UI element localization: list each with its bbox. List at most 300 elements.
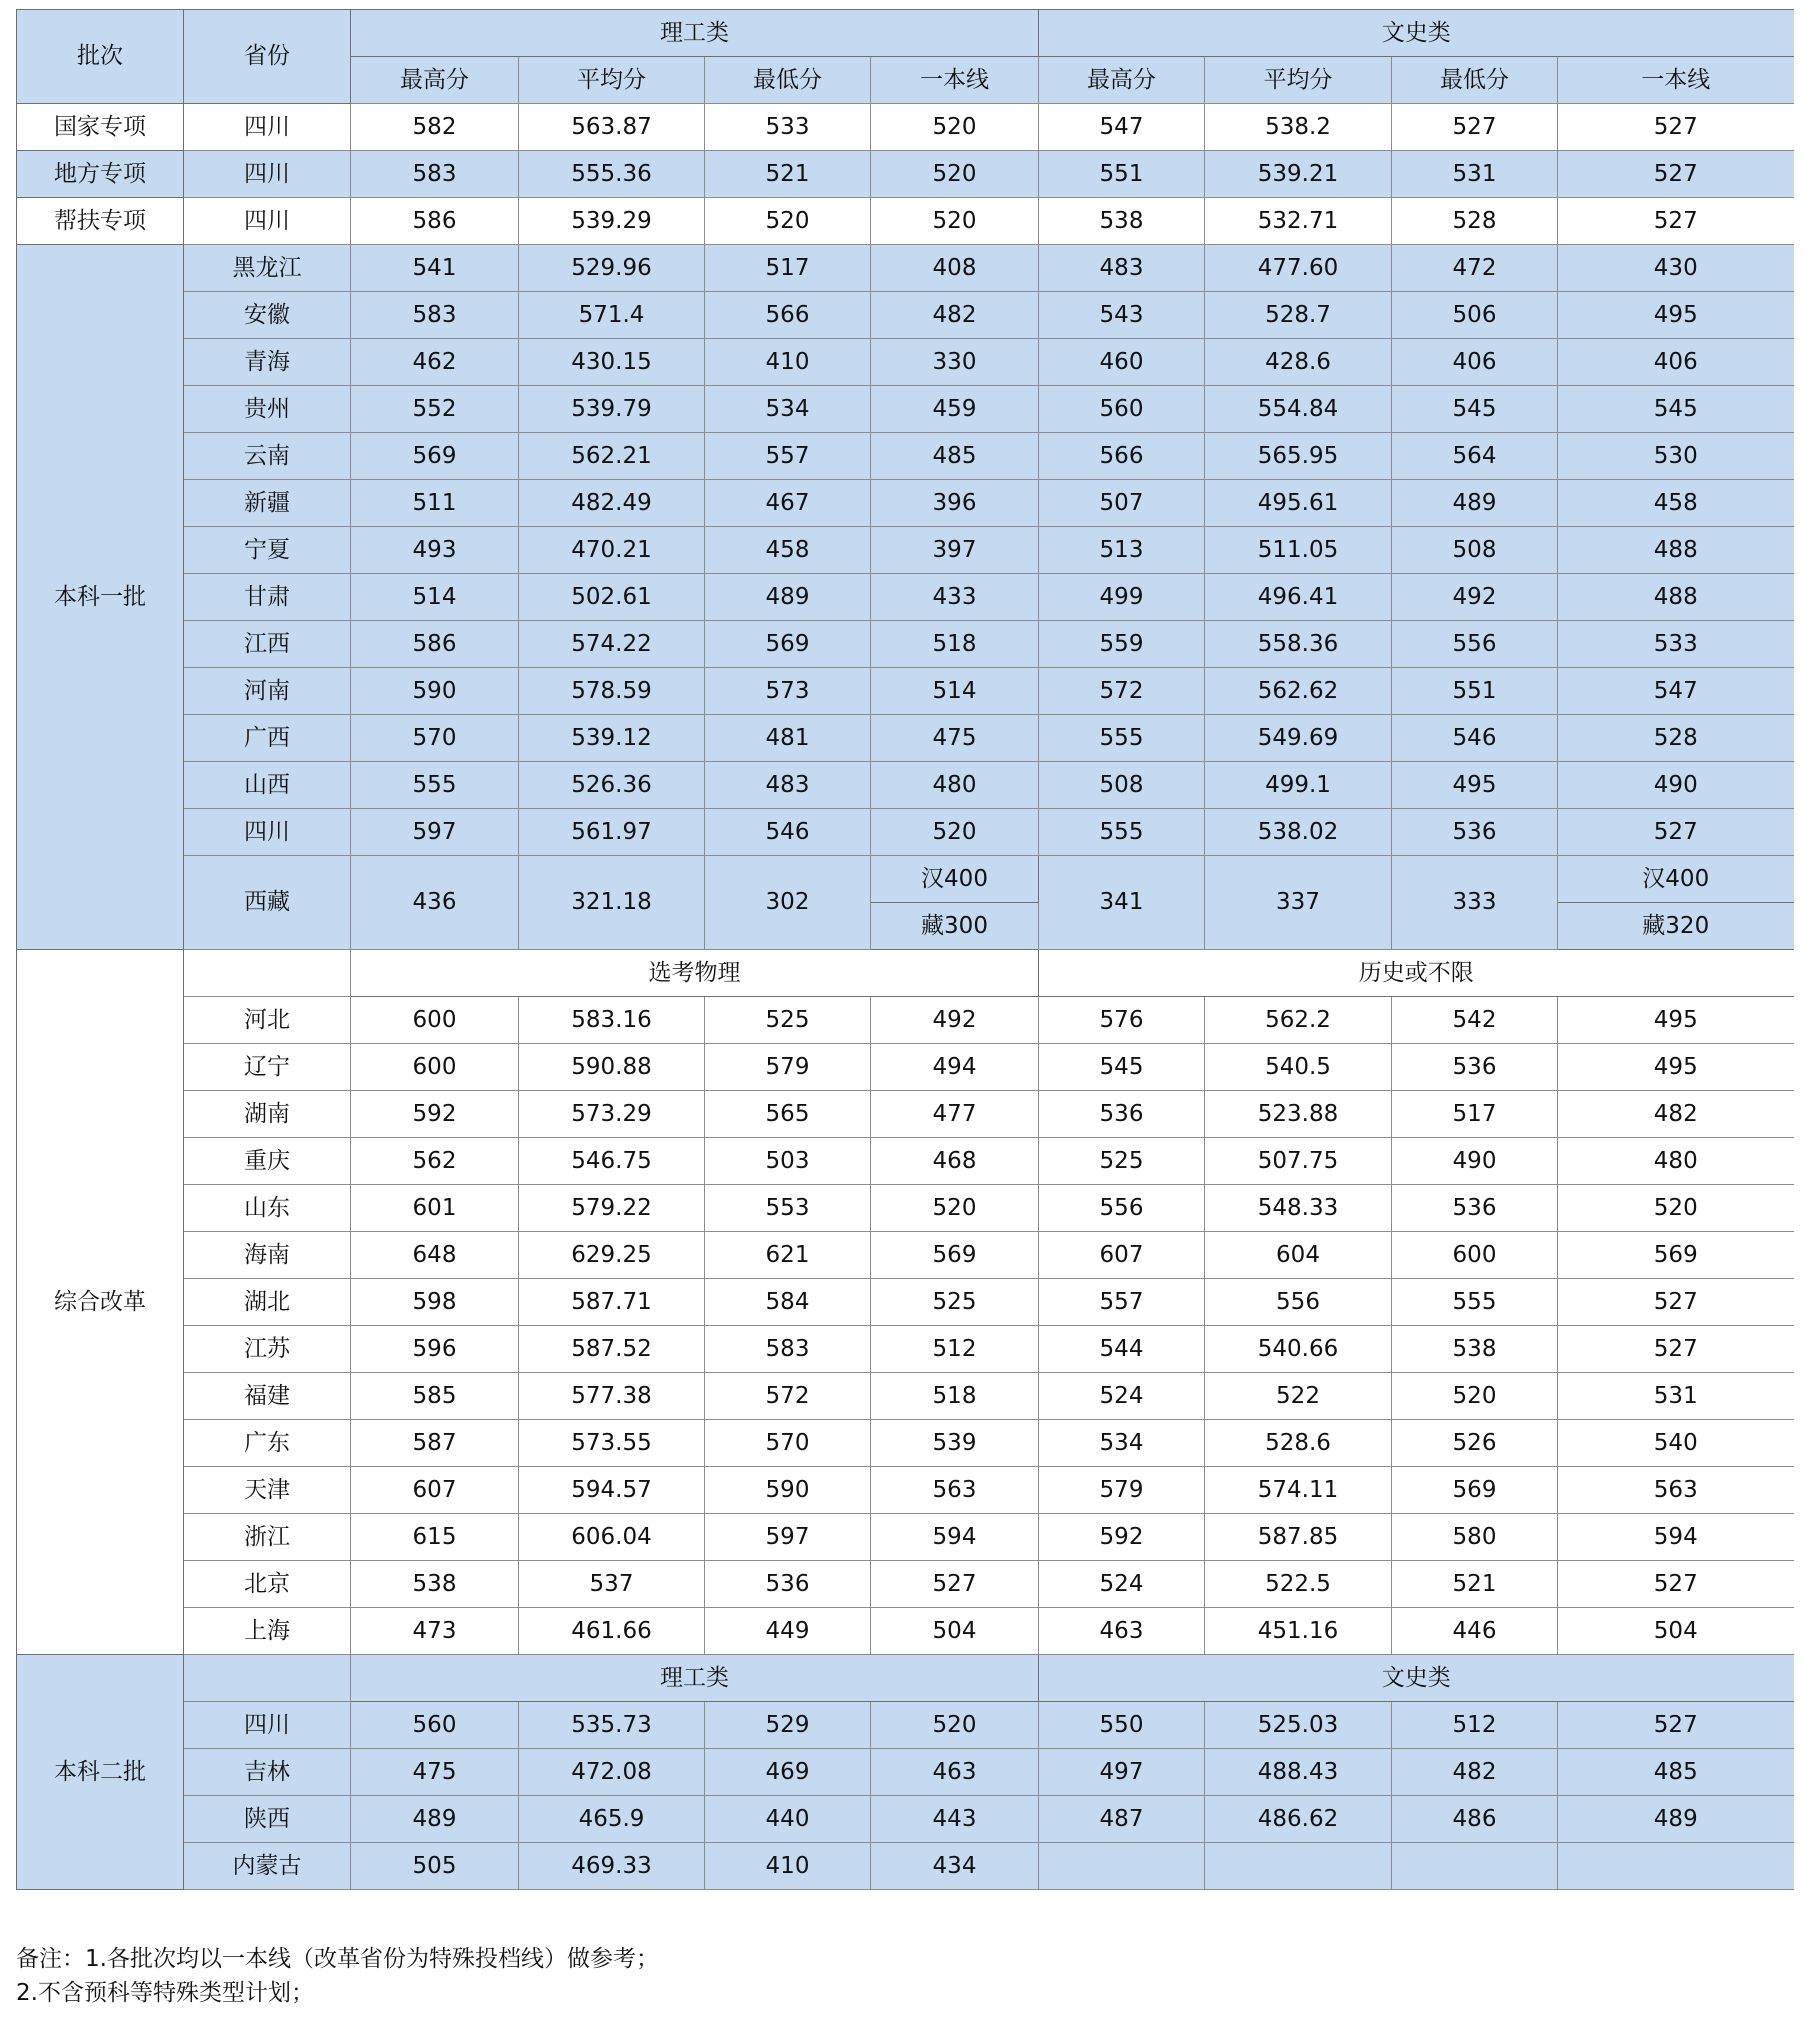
- cell-sci-max: 592: [351, 1091, 519, 1138]
- cell-arts-max: 508: [1039, 762, 1205, 809]
- table-row: [17, 1373, 1794, 1420]
- cell-arts-max: 545: [1039, 1044, 1205, 1091]
- cell-arts-line: 485: [1558, 1749, 1794, 1796]
- cell-arts-avg: 565.95: [1205, 433, 1392, 480]
- batch-cell: 帮扶专项: [17, 198, 184, 245]
- table-row: [17, 1138, 1794, 1185]
- cell-arts-line: 527: [1558, 1326, 1794, 1373]
- cell-sci-line: 480: [871, 762, 1039, 809]
- cell-arts-avg: 558.36: [1205, 621, 1392, 668]
- table-row: [17, 1796, 1794, 1843]
- cell-arts-min: 526: [1392, 1420, 1558, 1467]
- cell-sci-avg: 573.55: [519, 1420, 705, 1467]
- cell-arts-max: 538: [1039, 198, 1205, 245]
- footnotes: [16, 1942, 659, 2010]
- cell-arts-avg: 587.85: [1205, 1514, 1392, 1561]
- table-row: [17, 339, 1794, 386]
- cell-sci-line: 512: [871, 1326, 1039, 1373]
- cell-arts-line-han: 汉400: [1558, 856, 1794, 903]
- cell-arts-max: 487: [1039, 1796, 1205, 1843]
- cell-arts-avg: 507.75: [1205, 1138, 1392, 1185]
- province-cell: 山西: [184, 762, 351, 809]
- cell-arts-line: 545: [1558, 386, 1794, 433]
- batch-cell: 本科一批: [17, 245, 184, 950]
- cell-sci-line-han: 汉400: [871, 856, 1039, 903]
- cell-arts-max: 507: [1039, 480, 1205, 527]
- cell-sci-min: 553: [705, 1185, 871, 1232]
- cell-arts-avg: 562.62: [1205, 668, 1392, 715]
- cell-sci-avg: 461.66: [519, 1608, 705, 1655]
- header-province: 省份: [184, 10, 351, 104]
- cell-arts-line: 480: [1558, 1138, 1794, 1185]
- cell-arts-line: 488: [1558, 527, 1794, 574]
- cell-sci-avg: 539.79: [519, 386, 705, 433]
- cell-sci-line: 408: [871, 245, 1039, 292]
- table-row: [17, 198, 1794, 245]
- cell-sci-max: 538: [351, 1561, 519, 1608]
- cell-sci-avg: 546.75: [519, 1138, 705, 1185]
- subheader-row: [17, 1655, 1794, 1702]
- header-arts-line: 一本线: [1558, 57, 1794, 104]
- cell-arts-avg: 574.11: [1205, 1467, 1392, 1514]
- cell-sci-avg: 561.97: [519, 809, 705, 856]
- cell-sci-max: 473: [351, 1608, 519, 1655]
- table-row: [17, 1467, 1794, 1514]
- header-group-science: 理工类: [351, 10, 1039, 57]
- cell-sci-line: 468: [871, 1138, 1039, 1185]
- cell-sci-line: 520: [871, 1702, 1039, 1749]
- cell-arts-avg: 538.2: [1205, 104, 1392, 151]
- subheader-science: 理工类: [351, 1655, 1039, 1702]
- cell-arts-avg: 428.6: [1205, 339, 1392, 386]
- cell-sci-max: 569: [351, 433, 519, 480]
- province-cell: 宁夏: [184, 527, 351, 574]
- cell-arts-min: 521: [1392, 1561, 1558, 1608]
- cell-sci-avg: 577.38: [519, 1373, 705, 1420]
- cell-sci-line: 520: [871, 198, 1039, 245]
- header-batch: 批次: [17, 10, 184, 104]
- province-cell: 广西: [184, 715, 351, 762]
- cell-arts-line: 489: [1558, 1796, 1794, 1843]
- cell-arts-max: 547: [1039, 104, 1205, 151]
- cell-sci-line: 330: [871, 339, 1039, 386]
- header-sci-min: 最低分: [705, 57, 871, 104]
- cell-arts-line: 458: [1558, 480, 1794, 527]
- cell-sci-avg: 578.59: [519, 668, 705, 715]
- table-row: [17, 1420, 1794, 1467]
- cell-sci-line: 443: [871, 1796, 1039, 1843]
- table-row: [17, 151, 1794, 198]
- cell-sci-min: 584: [705, 1279, 871, 1326]
- table-row: [17, 1044, 1794, 1091]
- cell-arts-max: 572: [1039, 668, 1205, 715]
- cell-arts-min: 486: [1392, 1796, 1558, 1843]
- cell-arts-line: 527: [1558, 151, 1794, 198]
- cell-arts-min: 446: [1392, 1608, 1558, 1655]
- cell-sci-min: 458: [705, 527, 871, 574]
- cell-sci-min: 566: [705, 292, 871, 339]
- cell-arts-max: 560: [1039, 386, 1205, 433]
- cell-arts-min: 564: [1392, 433, 1558, 480]
- table-row: [17, 1843, 1794, 1890]
- cell-arts-max: 544: [1039, 1326, 1205, 1373]
- cell-arts-min: 482: [1392, 1749, 1558, 1796]
- cell-sci-avg: 539.29: [519, 198, 705, 245]
- province-cell: 西藏: [184, 856, 351, 950]
- cell-arts-line: 406: [1558, 339, 1794, 386]
- cell-sci-avg: 573.29: [519, 1091, 705, 1138]
- cell-arts-max: 543: [1039, 292, 1205, 339]
- cell-arts-min: 538: [1392, 1326, 1558, 1373]
- cell-arts-max: 483: [1039, 245, 1205, 292]
- cell-arts-min: 333: [1392, 856, 1558, 950]
- cell-sci-line: 539: [871, 1420, 1039, 1467]
- cell-arts-avg: 556: [1205, 1279, 1392, 1326]
- cell-arts-min: 536: [1392, 1044, 1558, 1091]
- cell-sci-max: 596: [351, 1326, 519, 1373]
- cell-arts-line: 527: [1558, 1702, 1794, 1749]
- table-row: [17, 1561, 1794, 1608]
- province-cell: 四川: [184, 104, 351, 151]
- table-row: [17, 1279, 1794, 1326]
- cell-sci-line: 434: [871, 1843, 1039, 1890]
- cell-arts-min: 490: [1392, 1138, 1558, 1185]
- batch-cell: 本科二批: [17, 1655, 184, 1890]
- cell-sci-max: 552: [351, 386, 519, 433]
- cell-arts-line: 540: [1558, 1420, 1794, 1467]
- cell-sci-max: 560: [351, 1702, 519, 1749]
- cell-arts-max: 460: [1039, 339, 1205, 386]
- cell-arts-line: 527: [1558, 809, 1794, 856]
- cell-sci-avg: 562.21: [519, 433, 705, 480]
- subheader-physics: 选考物理: [351, 950, 1039, 997]
- cell-arts-max: 499: [1039, 574, 1205, 621]
- cell-sci-max: 436: [351, 856, 519, 950]
- cell-sci-min: 583: [705, 1326, 871, 1373]
- cell-arts-line-zang: 藏320: [1558, 903, 1794, 950]
- province-cell: 四川: [184, 151, 351, 198]
- cell-arts-max: 579: [1039, 1467, 1205, 1514]
- cell-arts-line: [1558, 1843, 1794, 1890]
- cell-sci-min: 483: [705, 762, 871, 809]
- cell-arts-line: 528: [1558, 715, 1794, 762]
- footnote-1: 备注：1.各批次均以一本线（改革省份为特殊投档线）做参考；: [16, 1946, 659, 1972]
- cell-sci-max: 590: [351, 668, 519, 715]
- cell-sci-min: 302: [705, 856, 871, 950]
- cell-arts-min: 569: [1392, 1467, 1558, 1514]
- table-row: [17, 762, 1794, 809]
- cell-arts-min: 512: [1392, 1702, 1558, 1749]
- cell-sci-avg: 465.9: [519, 1796, 705, 1843]
- cell-arts-max: 559: [1039, 621, 1205, 668]
- cell-arts-line: 495: [1558, 292, 1794, 339]
- cell-sci-max: 615: [351, 1514, 519, 1561]
- cell-sci-max: 597: [351, 809, 519, 856]
- cell-sci-avg: 502.61: [519, 574, 705, 621]
- cell-arts-avg: 539.21: [1205, 151, 1392, 198]
- cell-sci-max: 587: [351, 1420, 519, 1467]
- cell-sci-min: 529: [705, 1702, 871, 1749]
- cell-arts-line: 495: [1558, 1044, 1794, 1091]
- header-group-arts: 文史类: [1039, 10, 1794, 57]
- cell-sci-max: 586: [351, 198, 519, 245]
- cell-sci-avg: 529.96: [519, 245, 705, 292]
- cell-sci-min: 557: [705, 433, 871, 480]
- cell-arts-min: 489: [1392, 480, 1558, 527]
- cell-arts-avg: [1205, 1843, 1392, 1890]
- cell-sci-min: 621: [705, 1232, 871, 1279]
- cell-arts-min: 551: [1392, 668, 1558, 715]
- cell-arts-min: 506: [1392, 292, 1558, 339]
- cell-arts-min: 556: [1392, 621, 1558, 668]
- cell-arts-avg: 604: [1205, 1232, 1392, 1279]
- cell-sci-max: 562: [351, 1138, 519, 1185]
- province-cell: 辽宁: [184, 1044, 351, 1091]
- cell-arts-avg: 522: [1205, 1373, 1392, 1420]
- cell-arts-avg: 549.69: [1205, 715, 1392, 762]
- cell-arts-min: 517: [1392, 1091, 1558, 1138]
- cell-sci-min: 570: [705, 1420, 871, 1467]
- cell-arts-avg: 337: [1205, 856, 1392, 950]
- province-cell: 天津: [184, 1467, 351, 1514]
- cell-sci-avg: 539.12: [519, 715, 705, 762]
- cell-sci-max: 541: [351, 245, 519, 292]
- table-row: [17, 1232, 1794, 1279]
- table-row: [17, 856, 1794, 903]
- province-cell: 陕西: [184, 1796, 351, 1843]
- cell-arts-min: 536: [1392, 809, 1558, 856]
- cell-sci-avg: 563.87: [519, 104, 705, 151]
- cell-sci-avg: 579.22: [519, 1185, 705, 1232]
- cell-sci-min: 534: [705, 386, 871, 433]
- cell-sci-max: 648: [351, 1232, 519, 1279]
- table-row: [17, 104, 1794, 151]
- cell-sci-line: 475: [871, 715, 1039, 762]
- cell-sci-min: 565: [705, 1091, 871, 1138]
- province-cell: 甘肃: [184, 574, 351, 621]
- cell-arts-min: 492: [1392, 574, 1558, 621]
- cell-arts-max: 576: [1039, 997, 1205, 1044]
- cell-sci-line: 594: [871, 1514, 1039, 1561]
- cell-sci-avg: 606.04: [519, 1514, 705, 1561]
- cell-sci-line: 518: [871, 1373, 1039, 1420]
- province-cell: 浙江: [184, 1514, 351, 1561]
- province-cell: 湖南: [184, 1091, 351, 1138]
- cell-sci-avg: 469.33: [519, 1843, 705, 1890]
- cell-sci-min: 597: [705, 1514, 871, 1561]
- province-cell: 上海: [184, 1608, 351, 1655]
- province-cell: 安徽: [184, 292, 351, 339]
- cell-sci-max: 462: [351, 339, 519, 386]
- cell-arts-avg: 486.62: [1205, 1796, 1392, 1843]
- cell-arts-max: 592: [1039, 1514, 1205, 1561]
- cell-arts-min: 495: [1392, 762, 1558, 809]
- cell-sci-max: 607: [351, 1467, 519, 1514]
- cell-sci-avg: 535.73: [519, 1702, 705, 1749]
- cell-sci-line: 494: [871, 1044, 1039, 1091]
- cell-sci-avg: 472.08: [519, 1749, 705, 1796]
- cell-sci-max: 583: [351, 292, 519, 339]
- cell-arts-avg: 499.1: [1205, 762, 1392, 809]
- cell-sci-min: 410: [705, 1843, 871, 1890]
- cell-arts-max: 524: [1039, 1373, 1205, 1420]
- cell-sci-min: 481: [705, 715, 871, 762]
- cell-arts-min: 536: [1392, 1185, 1558, 1232]
- cell-arts-line: 527: [1558, 104, 1794, 151]
- table-row: [17, 1326, 1794, 1373]
- cell-sci-line: 563: [871, 1467, 1039, 1514]
- cell-arts-max: 525: [1039, 1138, 1205, 1185]
- cell-sci-min: 489: [705, 574, 871, 621]
- cell-arts-max: 534: [1039, 1420, 1205, 1467]
- cell-sci-max: 600: [351, 997, 519, 1044]
- cell-sci-max: 598: [351, 1279, 519, 1326]
- cell-sci-max: 600: [351, 1044, 519, 1091]
- cell-sci-avg: 526.36: [519, 762, 705, 809]
- cell-arts-max: 607: [1039, 1232, 1205, 1279]
- cell-sci-max: 514: [351, 574, 519, 621]
- cell-arts-max: 463: [1039, 1608, 1205, 1655]
- cell-arts-max: 555: [1039, 809, 1205, 856]
- cell-sci-max: 582: [351, 104, 519, 151]
- province-cell: 江苏: [184, 1326, 351, 1373]
- cell-sci-max: 505: [351, 1843, 519, 1890]
- cell-sci-avg: 587.71: [519, 1279, 705, 1326]
- cell-sci-min: 521: [705, 151, 871, 198]
- cell-arts-line: 527: [1558, 1279, 1794, 1326]
- cell-arts-min: 545: [1392, 386, 1558, 433]
- cell-sci-max: 585: [351, 1373, 519, 1420]
- cell-arts-min: 555: [1392, 1279, 1558, 1326]
- cell-sci-avg: 321.18: [519, 856, 705, 950]
- cell-sci-line: 569: [871, 1232, 1039, 1279]
- cell-sci-min: 469: [705, 1749, 871, 1796]
- cell-sci-min: 449: [705, 1608, 871, 1655]
- cell-arts-min: 527: [1392, 104, 1558, 151]
- table-row: [17, 668, 1794, 715]
- cell-sci-min: 503: [705, 1138, 871, 1185]
- cell-arts-min: 546: [1392, 715, 1558, 762]
- cell-arts-line: 527: [1558, 198, 1794, 245]
- table-row: [17, 574, 1794, 621]
- cell-arts-max: 341: [1039, 856, 1205, 950]
- cell-sci-max: 511: [351, 480, 519, 527]
- table-row: [17, 1185, 1794, 1232]
- cell-sci-avg: 590.88: [519, 1044, 705, 1091]
- cell-arts-min: 528: [1392, 198, 1558, 245]
- cell-sci-line: 482: [871, 292, 1039, 339]
- cell-arts-avg: 525.03: [1205, 1702, 1392, 1749]
- province-cell: 云南: [184, 433, 351, 480]
- province-cell-empty: [184, 1655, 351, 1702]
- cell-arts-max: 551: [1039, 151, 1205, 198]
- cell-arts-line: 495: [1558, 997, 1794, 1044]
- province-cell: 四川: [184, 198, 351, 245]
- cell-arts-line: 482: [1558, 1091, 1794, 1138]
- batch-cell: 国家专项: [17, 104, 184, 151]
- cell-arts-line: 527: [1558, 1561, 1794, 1608]
- table-row: [17, 1702, 1794, 1749]
- cell-sci-min: 520: [705, 198, 871, 245]
- province-cell: 黑龙江: [184, 245, 351, 292]
- table-row: [17, 621, 1794, 668]
- province-cell: 山东: [184, 1185, 351, 1232]
- cell-arts-line: 531: [1558, 1373, 1794, 1420]
- batch-cell: 综合改革: [17, 950, 184, 1655]
- cell-arts-max: 555: [1039, 715, 1205, 762]
- cell-sci-min: 517: [705, 245, 871, 292]
- cell-sci-avg: 430.15: [519, 339, 705, 386]
- cell-sci-avg: 587.52: [519, 1326, 705, 1373]
- cell-sci-min: 525: [705, 997, 871, 1044]
- province-cell: 四川: [184, 1702, 351, 1749]
- cell-arts-line: 547: [1558, 668, 1794, 715]
- cell-sci-avg: 482.49: [519, 480, 705, 527]
- province-cell: 新疆: [184, 480, 351, 527]
- cell-sci-max: 555: [351, 762, 519, 809]
- table-row: [17, 292, 1794, 339]
- cell-sci-avg: 555.36: [519, 151, 705, 198]
- cell-sci-line: 433: [871, 574, 1039, 621]
- cell-arts-max: 536: [1039, 1091, 1205, 1138]
- cell-arts-min: 600: [1392, 1232, 1558, 1279]
- cell-sci-line: 514: [871, 668, 1039, 715]
- cell-arts-avg: 495.61: [1205, 480, 1392, 527]
- cell-arts-avg: 532.71: [1205, 198, 1392, 245]
- cell-sci-avg: 583.16: [519, 997, 705, 1044]
- cell-sci-min: 533: [705, 104, 871, 151]
- cell-sci-line: 527: [871, 1561, 1039, 1608]
- cell-sci-min: 579: [705, 1044, 871, 1091]
- cell-sci-min: 467: [705, 480, 871, 527]
- cell-arts-line: 488: [1558, 574, 1794, 621]
- cell-arts-min: [1392, 1843, 1558, 1890]
- cell-arts-avg: 523.88: [1205, 1091, 1392, 1138]
- province-cell: 湖北: [184, 1279, 351, 1326]
- cell-arts-min: 472: [1392, 245, 1558, 292]
- cell-arts-avg: 540.66: [1205, 1326, 1392, 1373]
- province-cell-empty: [184, 950, 351, 997]
- cell-arts-avg: 522.5: [1205, 1561, 1392, 1608]
- header-row-groups: [17, 10, 1794, 57]
- cell-sci-line: 520: [871, 151, 1039, 198]
- cell-arts-max: 566: [1039, 433, 1205, 480]
- cell-arts-avg: 528.7: [1205, 292, 1392, 339]
- cell-arts-min: 406: [1392, 339, 1558, 386]
- province-cell: 福建: [184, 1373, 351, 1420]
- cell-sci-avg: 470.21: [519, 527, 705, 574]
- cell-arts-max: [1039, 1843, 1205, 1890]
- cell-arts-min: 580: [1392, 1514, 1558, 1561]
- cell-sci-avg: 574.22: [519, 621, 705, 668]
- province-cell: 重庆: [184, 1138, 351, 1185]
- province-cell: 海南: [184, 1232, 351, 1279]
- cell-arts-max: 550: [1039, 1702, 1205, 1749]
- cell-arts-avg: 488.43: [1205, 1749, 1392, 1796]
- header-sci-max: 最高分: [351, 57, 519, 104]
- cell-sci-min: 590: [705, 1467, 871, 1514]
- subheader-history: 历史或不限: [1039, 950, 1794, 997]
- table-row: [17, 1514, 1794, 1561]
- province-cell: 河南: [184, 668, 351, 715]
- cell-sci-max: 586: [351, 621, 519, 668]
- cell-arts-line: 594: [1558, 1514, 1794, 1561]
- header-arts-max: 最高分: [1039, 57, 1205, 104]
- table-row: [17, 480, 1794, 527]
- cell-sci-line: 396: [871, 480, 1039, 527]
- cell-arts-max: 557: [1039, 1279, 1205, 1326]
- cell-arts-line: 569: [1558, 1232, 1794, 1279]
